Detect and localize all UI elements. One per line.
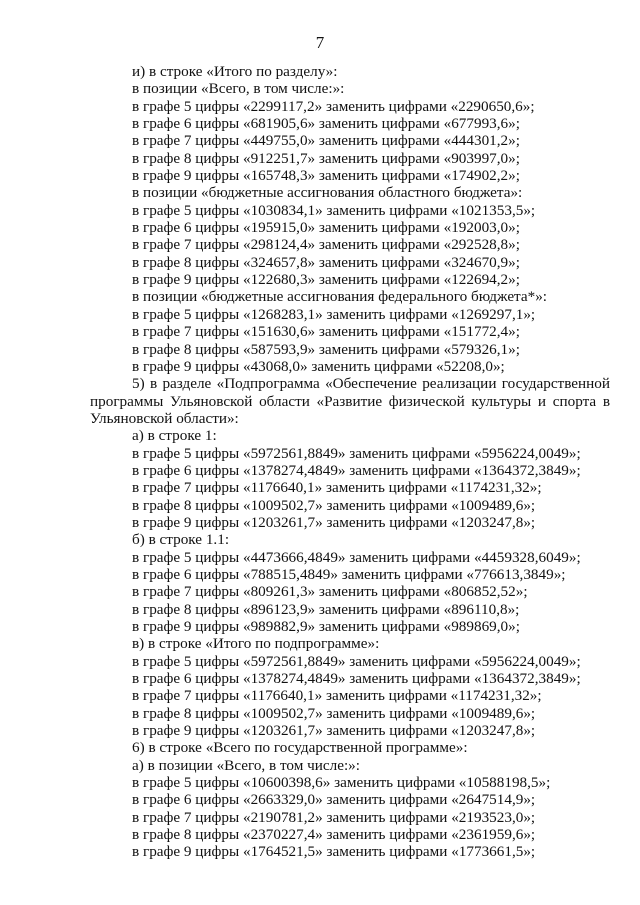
text-line: в графе 6 цифры «1378274,4849» заменить цифрами «1364372,3849»;	[132, 461, 581, 479]
text-line: в графе 8 цифры «1009502,7» заменить цифрами «1009489,6»;	[132, 704, 536, 722]
text-line: в графе 6 цифры «2663329,0» заменить цифрами «2647514,9»;	[132, 791, 536, 809]
text-line: в графе 8 цифры «912251,7» заменить цифрами «903997,0»;	[132, 149, 520, 167]
text-line: в графе 6 цифры «788515,4849» заменить цифрами «776613,3849»;	[132, 565, 566, 583]
text-line: в графе 9 цифры «122680,3» заменить цифрами «122694,2»;	[132, 271, 520, 289]
text-line: в графе 8 цифры «1009502,7» заменить цифрами «1009489,6»;	[132, 496, 536, 514]
text-line: а) в позиции «Всего, в том числе:»:	[132, 756, 360, 774]
text-line: а) в строке 1:	[132, 427, 217, 445]
text-line: в графе 7 цифры «1176640,1» заменить цифрами «1174231,32»;	[132, 479, 542, 497]
text-line: в графе 9 цифры «1764521,5» заменить цифрами «1773661,5»;	[132, 843, 536, 861]
text-line: в графе 5 цифры «4473666,4849» заменить цифрами «4459328,6049»;	[132, 548, 581, 566]
text-line: в графе 7 цифры «1176640,1» заменить цифрами «1174231,32»;	[132, 687, 542, 705]
text-line: в графе 9 цифры «1203261,7» заменить цифрами «1203247,8»;	[132, 513, 536, 531]
page-number: 7	[315, 33, 325, 52]
text-line: в) в строке «Итого по подпрограмме»:	[132, 635, 380, 653]
text-line: в графе 9 цифры «165748,3» заменить цифрами «174902,2»;	[132, 167, 520, 185]
text-line: в графе 8 цифры «587593,9» заменить цифрами «579326,1»;	[132, 340, 520, 358]
text-line: в позиции «бюджетные ассигнования федерального бюджета*»:	[132, 288, 548, 306]
text-line: в графе 5 цифры «10600398,6» заменить цифрами «10588198,5»;	[132, 774, 551, 792]
text-line: в графе 5 цифры «1030834,1» заменить цифрами «1021353,5»;	[132, 201, 536, 219]
text-line: в графе 5 цифры «5972561,8849» заменить цифрами «5956224,0049»;	[132, 444, 581, 462]
text-line: в графе 8 цифры «896123,9» заменить цифрами «896110,8»;	[132, 600, 520, 618]
text-line: в графе 9 цифры «989882,9» заменить цифрами «989869,0»;	[132, 618, 520, 635]
text-line: в графе 5 цифры «1268283,1» заменить цифрами «1269297,1»;	[132, 305, 536, 323]
text-line: в графе 6 цифры «1378274,4849» заменить цифрами «1364372,3849»;	[132, 670, 581, 688]
text-line: в позиции «Всего, в том числе:»:	[132, 80, 345, 98]
text-line: в графе 9 цифры «1203261,7» заменить цифрами «1203247,8»;	[132, 722, 536, 740]
document-body	[90, 63, 610, 861]
text-line: в графе 7 цифры «809261,3» заменить цифрами «806852,52»;	[132, 583, 528, 601]
text-line: в графе 8 цифры «324657,8» заменить цифрами «324670,9»;	[132, 253, 520, 271]
text-line: в позиции «бюджетные ассигнования областного бюджета»:	[132, 184, 523, 202]
text-line: в графе 9 цифры «43068,0» заменить цифрами «52208,0»;	[132, 357, 505, 375]
text-line: в графе 6 цифры «195915,0» заменить цифрами «192003,0»;	[132, 219, 520, 237]
text-line: в графе 7 цифры «298124,4» заменить цифрами «292528,8»;	[132, 236, 520, 254]
text-line: в графе 7 цифры «151630,6» заменить цифрами «151772,4»;	[132, 323, 520, 341]
section-paragraph: 5) в разделе «Подпрограмма «Обеспечение реализации государственной программы Ульяновской области «Развитие физической культуры и спорта в Ульяновской области»:	[90, 375, 610, 427]
text-line: в графе 5 цифры «2299117,2» заменить цифрами «2290650,6»;	[132, 97, 535, 115]
text-line: б) в строке 1.1:	[132, 531, 230, 549]
text-line: в графе 6 цифры «681905,6» заменить цифрами «677993,6»;	[132, 115, 520, 133]
text-line: и) в строке «Итого по разделу»:	[132, 63, 338, 80]
text-line: 6) в строке «Всего по государственной программе»:	[132, 739, 468, 757]
text-line: в графе 7 цифры «2190781,2» заменить цифрами «2193523,0»;	[132, 808, 536, 826]
text-line: в графе 7 цифры «449755,0» заменить цифрами «444301,2»;	[132, 132, 520, 150]
text-line: в графе 8 цифры «2370227,4» заменить цифрами «2361959,6»;	[132, 826, 536, 844]
text-line: в графе 5 цифры «5972561,8849» заменить цифрами «5956224,0049»;	[132, 652, 581, 670]
